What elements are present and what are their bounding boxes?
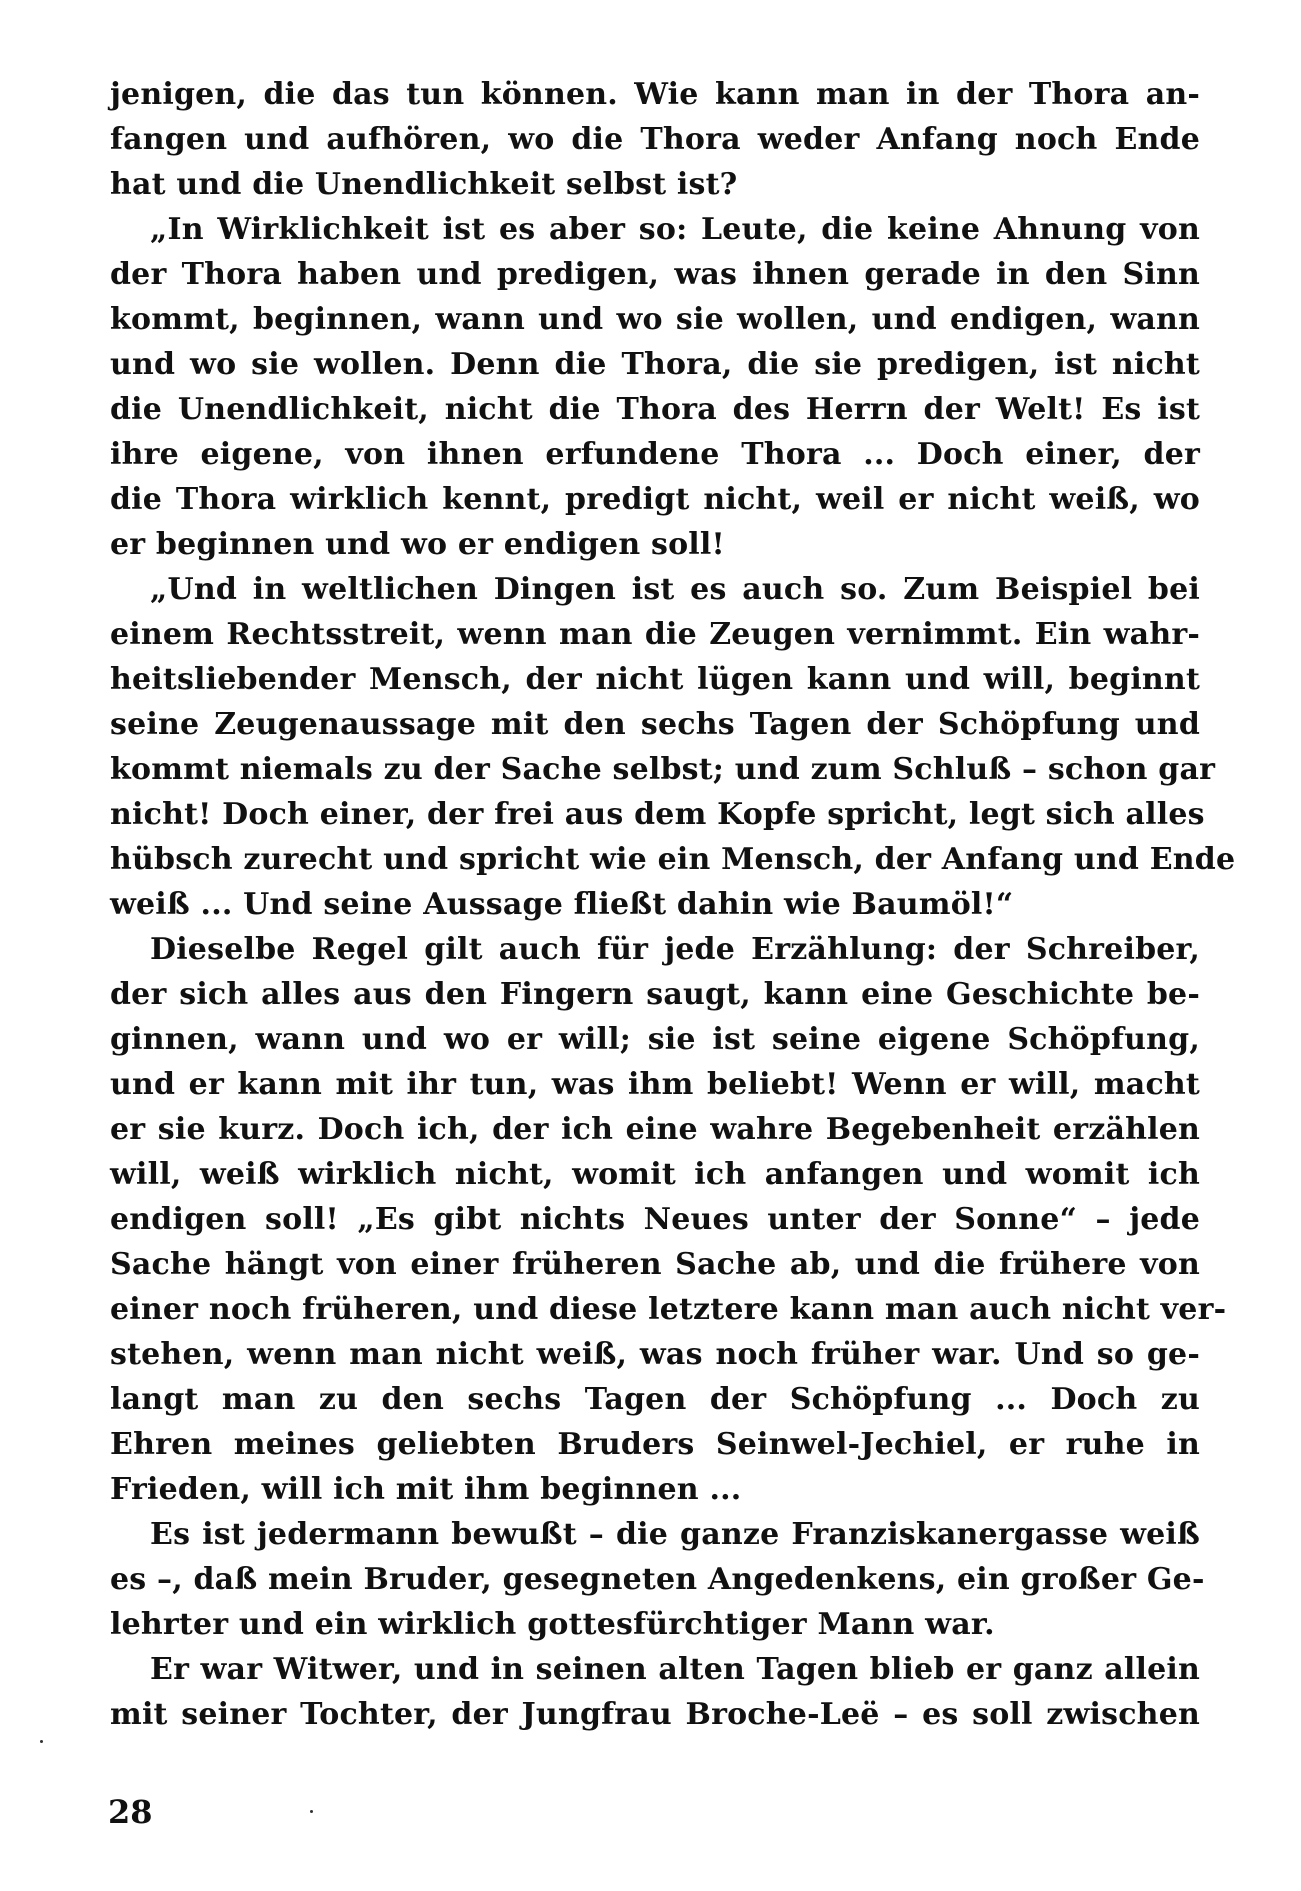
page-number: 28 bbox=[108, 1793, 153, 1831]
text-line: „In Wirklichkeit ist es aber so: Leute, die keine Ahnung von bbox=[150, 212, 1200, 247]
text-line: Ehren meines geliebten Bruders Seinwel-Jechiel, er ruhe in bbox=[110, 1427, 1200, 1462]
text-line: einer noch früheren, und diese letztere kann man auch nicht ver- bbox=[110, 1292, 1227, 1327]
text-line: einem Rechtsstreit, wenn man die Zeugen vernimmt. Ein wahr- bbox=[110, 617, 1200, 652]
text-line: kommt, beginnen, wann und wo sie wollen, und endigen, wann bbox=[110, 302, 1200, 337]
text-line: endigen soll! „Es gibt nichts Neues unter der Sonne“ – jede bbox=[110, 1202, 1200, 1237]
text-line: der sich alles aus den Fingern saugt, kann eine Geschichte be- bbox=[110, 977, 1200, 1012]
text-line: will, weiß wirklich nicht, womit ich anfangen und womit ich bbox=[110, 1157, 1200, 1192]
text-line: jenigen, die das tun können. Wie kann man in der Thora an- bbox=[110, 77, 1200, 112]
text-line: der Thora haben und predigen, was ihnen gerade in den Sinn bbox=[110, 257, 1200, 292]
text-line: hat und die Unendlichkeit selbst ist? bbox=[110, 167, 738, 202]
scan-speck bbox=[310, 1810, 313, 1813]
text-line: stehen, wenn man nicht weiß, was noch früher war. Und so ge- bbox=[110, 1337, 1200, 1372]
text-line: mit seiner Tochter, der Jungfrau Broche-Leë – es soll zwischen bbox=[110, 1697, 1200, 1732]
text-line: kommt niemals zu der Sache selbst; und zum Schluß – schon gar bbox=[110, 752, 1216, 787]
text-line: heitsliebender Mensch, der nicht lügen kann und will, beginnt bbox=[110, 662, 1200, 697]
text-line: und er kann mit ihr tun, was ihm beliebt! Wenn er will, macht bbox=[110, 1067, 1200, 1102]
text-line: „Und in weltlichen Dingen ist es auch so. Zum Beispiel bei bbox=[150, 572, 1200, 607]
text-line: er beginnen und wo er endigen soll! bbox=[110, 527, 725, 562]
text-line: ginnen, wann und wo er will; sie ist seine eigene Schöpfung, bbox=[110, 1022, 1200, 1057]
text-line: und wo sie wollen. Denn die Thora, die sie predigen, ist nicht bbox=[110, 347, 1200, 382]
page-body bbox=[110, 72, 1236, 1737]
text-line: die Unendlichkeit, nicht die Thora des Herrn der Welt! Es ist bbox=[110, 392, 1200, 427]
text-line: es –, daß mein Bruder, gesegneten Angedenkens, ein großer Ge- bbox=[110, 1562, 1205, 1597]
text-line: Er war Witwer, und in seinen alten Tagen blieb er ganz allein bbox=[150, 1652, 1200, 1687]
text-line: Es ist jedermann bewußt – die ganze Franziskanergasse weiß bbox=[150, 1517, 1200, 1552]
text-line: seine Zeugenaussage mit den sechs Tagen der Schöpfung und bbox=[110, 707, 1200, 742]
text-line: die Thora wirklich kennt, predigt nicht, weil er nicht weiß, wo bbox=[110, 482, 1200, 517]
text-line: nicht! Doch einer, der frei aus dem Kopfe spricht, legt sich alles bbox=[110, 797, 1205, 832]
text-line: lehrter und ein wirklich gottesfürchtiger Mann war. bbox=[110, 1607, 995, 1642]
text-line: langt man zu den sechs Tagen der Schöpfung ... Doch zu bbox=[110, 1382, 1200, 1417]
text-line: fangen und aufhören, wo die Thora weder Anfang noch Ende bbox=[110, 122, 1200, 157]
scan-speck bbox=[40, 1740, 43, 1743]
text-line: Frieden, will ich mit ihm beginnen ... bbox=[110, 1472, 742, 1507]
text-line: Sache hängt von einer früheren Sache ab, und die frühere von bbox=[110, 1247, 1200, 1282]
text-line: er sie kurz. Doch ich, der ich eine wahre Begebenheit erzählen bbox=[110, 1112, 1200, 1147]
text-line: Dieselbe Regel gilt auch für jede Erzählung: der Schreiber, bbox=[150, 932, 1200, 967]
text-line: hübsch zurecht und spricht wie ein Mensch, der Anfang und Ende bbox=[110, 842, 1236, 877]
text-line: ihre eigene, von ihnen erfundene Thora ... Doch einer, der bbox=[110, 437, 1200, 472]
text-line: weiß ... Und seine Aussage fließt dahin wie Baumöl!“ bbox=[110, 887, 1014, 922]
